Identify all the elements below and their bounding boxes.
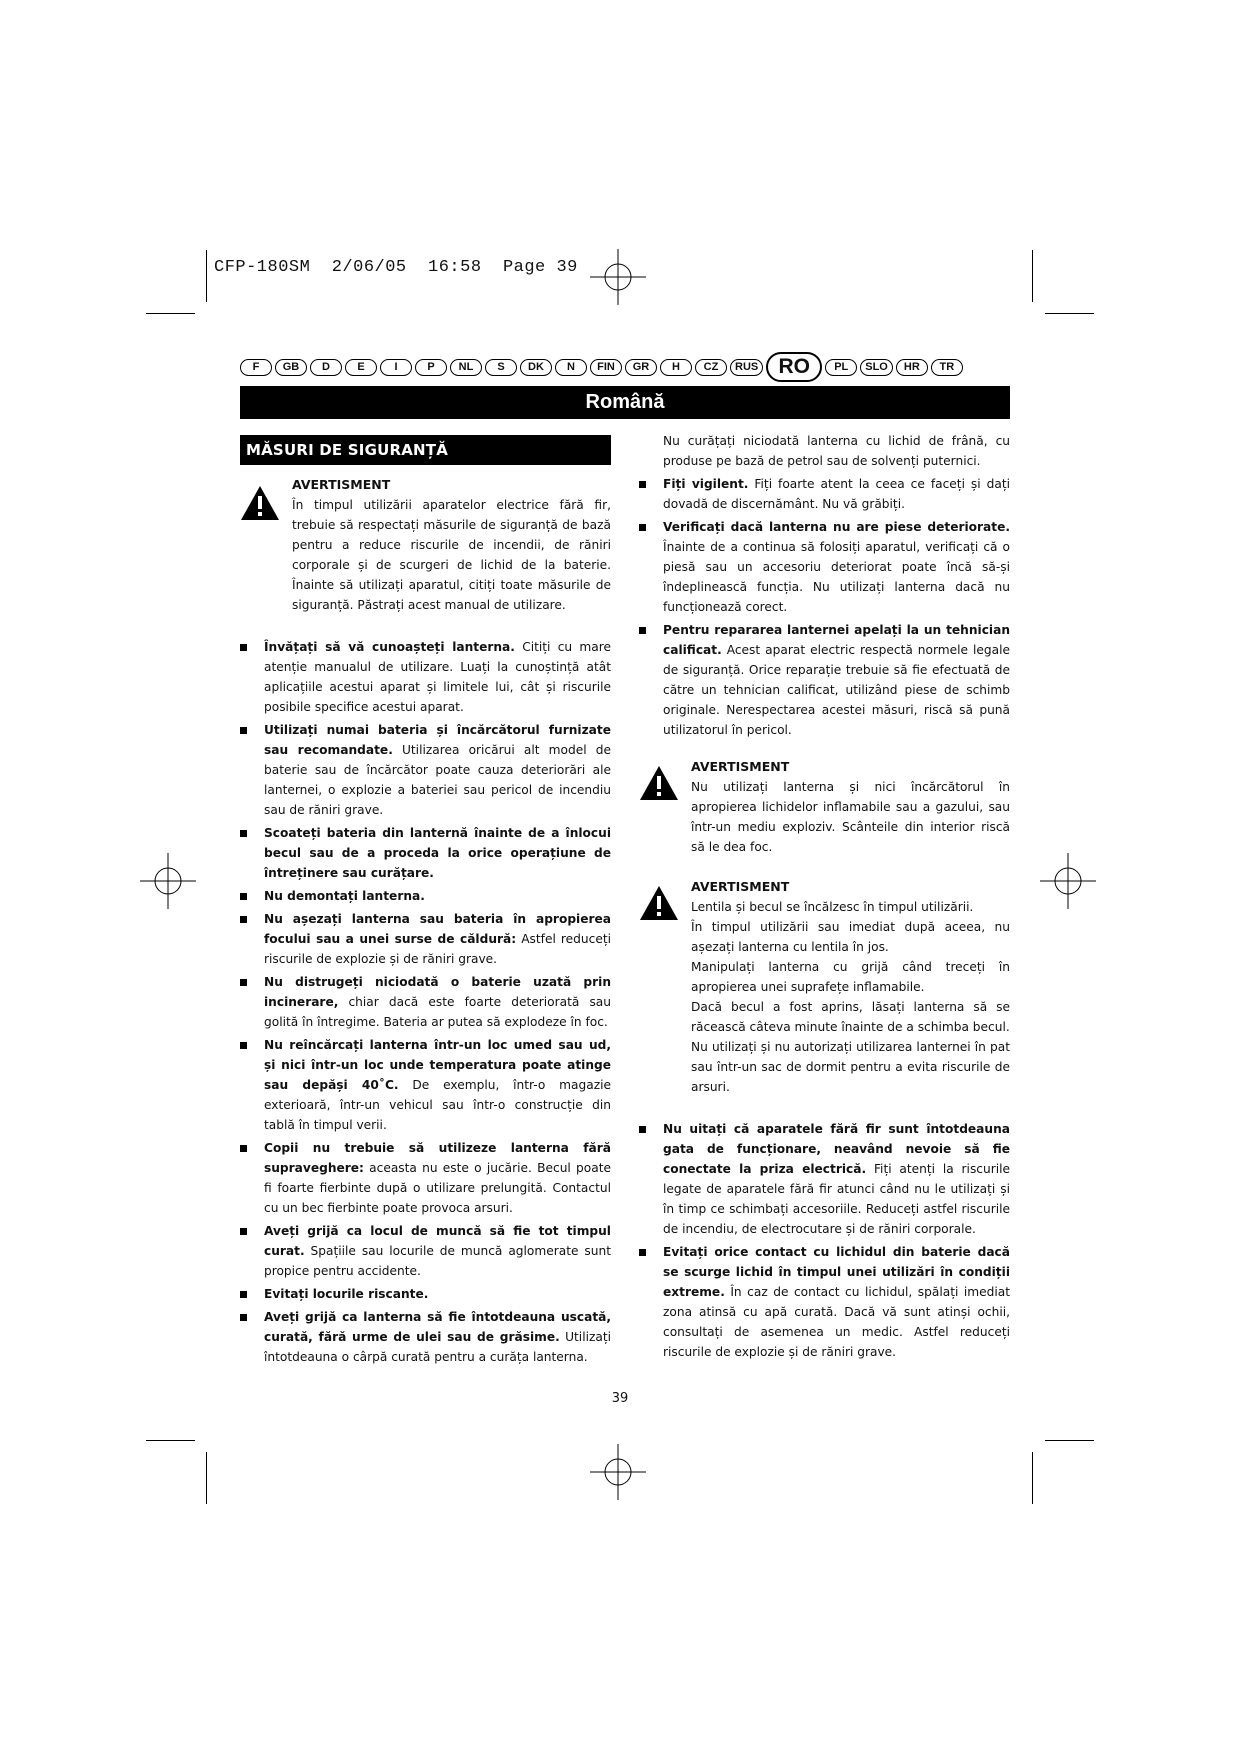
crop-mark (146, 1440, 195, 1441)
language-tab-slo: SLO (860, 359, 893, 376)
warning-line: Manipulați lanterna cu grijă când treceți în apropierea unei suprafețe inflamabile. (691, 960, 1010, 994)
warning-triangle-icon (639, 885, 679, 921)
list-item-lead: Fiți vigilent. (663, 477, 749, 491)
left-column (240, 475, 611, 1370)
list-item-text: Citiți cu mare atenție manualul de utilizare. Luați la cunoștință atât aplicațiile acestui aparat și limitele lui, cât și riscurile posibile specifice acestui aparat. (264, 640, 611, 714)
language-tab-s: S (485, 359, 517, 376)
list-item-lead: Nu distrugeți niciodată o baterie uzată prin incinerare, (264, 975, 611, 1009)
registration-mark-icon (590, 1444, 646, 1500)
list-item (639, 620, 1010, 740)
list-item-lead: Învățați să vă cunoașteți lanterna. (264, 640, 515, 654)
language-tab-rus: RUS (730, 359, 763, 376)
warning-line: Lentila și becul se încălzesc în timpul utilizării. (691, 900, 974, 914)
list-item-lead: Nu demontați lanterna. (264, 889, 425, 903)
language-tab-i: I (380, 359, 412, 376)
list-item-text: Astfel reduceți riscurile de explozie și de răniri grave. (264, 932, 611, 966)
language-tab-ro: RO (766, 352, 822, 382)
list-item-lead: Nu așezați lanterna sau bateria în apropierea focului sau a unei surse de căldură: (264, 912, 611, 946)
language-tab-f: F (240, 359, 272, 376)
page-number: 39 (611, 1391, 629, 1406)
crop-mark (1032, 1452, 1033, 1504)
crop-mark (206, 250, 207, 302)
intro-paragraph: Nu curățați niciodată lanterna cu lichid de frână, cu produse pe bază de petrol sau de solvenți puternici. (663, 434, 1010, 468)
warning-title: AVERTISMENT (691, 759, 790, 774)
language-tab-h: H (660, 359, 692, 376)
warning-title: AVERTISMENT (691, 879, 790, 894)
list-item-lead: Aveți grijă ca lanterna să fie întotdeauna uscată, curată, fără urme de ulei sau de grăsime. (264, 1310, 611, 1344)
list-item (240, 886, 611, 906)
crop-mark (206, 1452, 207, 1504)
right-column (639, 431, 1010, 1365)
list-item-text: Fiți atenți la riscurile legate de aparatele fără fir atunci când nu le utilizați și în timp ce schimbați accesoriile. Reduceți astfel riscurile de incendiu, de electrocutare și de răniri corporale. (663, 1162, 1010, 1236)
print-job-header: CFP-180SM 2/06/05 16:58 Page 39 (214, 258, 578, 277)
registration-mark-icon (590, 249, 646, 305)
warning-triangle-icon (639, 765, 679, 801)
list-item-text: Spațiile sau locurile de muncă aglomerate sunt propice pentru accidente. (264, 1244, 611, 1278)
language-tab-hr: HR (896, 359, 928, 376)
warning-block (639, 877, 1010, 1097)
warning-block (240, 475, 611, 615)
crop-mark (1045, 313, 1094, 314)
list-item-lead: Nu uitați că aparatele fără fir sunt întotdeauna gata de funcționare, neavând nevoie să fie conectate la priza electrică. (663, 1122, 1010, 1176)
list-item (240, 1035, 611, 1135)
warning-line: Nu utilizați și nu autorizați utilizarea lanternei în pat sau într-un sac de dormit pentru a evita riscurile de arsuri. (691, 1040, 1010, 1094)
language-tab-d: D (310, 359, 342, 376)
registration-mark-icon (140, 853, 196, 909)
safety-list (639, 474, 1010, 740)
warning-line: Dacă becul a fost aprins, lăsați lanterna să se răcească câteva minute înainte de a schimba becul. (691, 1000, 1010, 1034)
crop-mark (146, 313, 195, 314)
list-item (639, 474, 1010, 514)
language-tab-pl: PL (825, 359, 857, 376)
list-item-lead: Pentru repararea lanternei apelați la un tehnician calificat. (663, 623, 1010, 657)
language-tab-gb: GB (275, 359, 307, 376)
list-item-lead: Nu reîncărcați lanterna într-un loc umed sau ud, și nici într-un loc unde temperatura poate atinge sau depăși 40˚C. (264, 1038, 611, 1092)
list-item-lead: Copii nu trebuie să utilizeze lanterna fără supraveghere: (264, 1141, 611, 1175)
crop-mark (1032, 250, 1033, 302)
language-selector (240, 352, 1010, 382)
language-tab-fin: FIN (590, 359, 622, 376)
list-item-text: aceasta nu este o jucărie. Becul poate fi foarte fierbinte după o utilizare prelungită. Contactul cu un bec fierbinte poate provoca arsuri. (264, 1161, 611, 1215)
language-tab-gr: GR (625, 359, 657, 376)
list-item (639, 1242, 1010, 1362)
warning-block (639, 757, 1010, 857)
language-tab-dk: DK (520, 359, 552, 376)
list-item-lead: Aveți grijă ca locul de muncă să fie tot timpul curat. (264, 1224, 611, 1258)
language-tab-cz: CZ (695, 359, 727, 376)
warning-triangle-icon (240, 485, 280, 521)
language-banner: Română (240, 386, 1010, 419)
safety-list (639, 1119, 1010, 1362)
list-item (639, 517, 1010, 617)
list-item-lead: Utilizați numai bateria și încărcătorul furnizate sau recomandate. (264, 723, 611, 757)
list-item-lead: Verificați dacă lanterna nu are piese deteriorate. (663, 520, 1010, 534)
language-tab-n: N (555, 359, 587, 376)
section-title: MĂSURI DE SIGURANȚĂ (240, 435, 611, 465)
list-item-text: Fiți foarte atent la ceea ce faceți și dați dovadă de discernământ. Nu vă grăbiți. (663, 477, 1010, 511)
list-item (240, 823, 611, 883)
list-item-text: În caz de contact cu lichidul, spălați imediat zona atinsă cu apă curată. Dacă vă sunt atinși ochii, consultați de asemenea un medic. Astfel reduceți riscurile de explozie și de răniri grave. (663, 1285, 1010, 1359)
warning-title: AVERTISMENT (292, 477, 391, 492)
list-item-text: Acest aparat electric respectă normele legale de siguranță. Orice reparație trebuie să fie efectuată de către un tehnician calificat, utilizând piese de schimb originale. Nerespectarea acestei măsuri, riscă să pună utilizatorul în pericol. (663, 643, 1010, 737)
list-item (240, 1138, 611, 1218)
list-item-text: chiar dacă este foarte deteriorată sau golită în întregime. Bateria ar putea să explodeze în foc. (264, 995, 611, 1029)
language-tab-tr: TR (931, 359, 963, 376)
language-tab-p: P (415, 359, 447, 376)
list-item (639, 1119, 1010, 1239)
warning-line: În timpul utilizării sau imediat după aceea, nu așezați lanterna cu lentila în jos. (691, 920, 1010, 954)
list-item (240, 720, 611, 820)
list-item-lead: Scoateți bateria din lanternă înainte de a înlocui becul sau de a proceda la orice operațiune de întreținere sau curățare. (264, 826, 611, 880)
list-item (240, 1221, 611, 1281)
list-item-lead: Evitați locurile riscante. (264, 1287, 429, 1301)
list-item (240, 909, 611, 969)
crop-mark (1045, 1440, 1094, 1441)
warning-text: Nu utilizați lanterna și nici încărcătorul în apropierea lichidelor inflamabile sau a gazului, sau într-un mediu exploziv. Scânteile din interior riscă să le dea foc. (691, 780, 1010, 854)
list-item-text: Înainte de a continua să folosiți aparatul, verificați că o piesă sau un accesoriu deteriorat poate încă să-și îndeplinească funcția. Nu utilizați lanterna dacă nu funcționează corect. (663, 540, 1010, 614)
list-item-lead: Evitați orice contact cu lichidul din baterie dacă se scurge lichid în timpul unei utilizări în condiții extreme. (663, 1245, 1010, 1299)
registration-mark-icon (1040, 853, 1096, 909)
language-tab-e: E (345, 359, 377, 376)
list-item-text: De exemplu, într-o magazie exterioară, într-un vehicul sau într-o construcție din tablă în timpul verii. (264, 1078, 612, 1132)
list-item (240, 1284, 611, 1304)
safety-list (240, 637, 611, 1367)
list-item (240, 1307, 611, 1367)
list-item-text: Utilizați întotdeauna o cârpă curată pentru a curăța lanterna. (264, 1330, 611, 1364)
language-tab-nl: NL (450, 359, 482, 376)
list-item (240, 637, 611, 717)
warning-text: În timpul utilizării aparatelor electrice fără fir, trebuie să respectați măsurile de siguranță de bază pentru a reduce riscurile de incendii, de răniri corporale și de scurgeri de lichid de la baterie. Înainte să utilizați aparatul, citiți toate măsurile de siguranță. Păstrați acest manual de utilizare. (292, 498, 611, 612)
list-item (240, 972, 611, 1032)
list-item-text: Utilizarea oricărui alt model de baterie sau de încărcător poate cauza deteriorări ale lanternei, o explozie a bateriei sau pericol de incendiu sau de răniri grave. (264, 743, 611, 817)
